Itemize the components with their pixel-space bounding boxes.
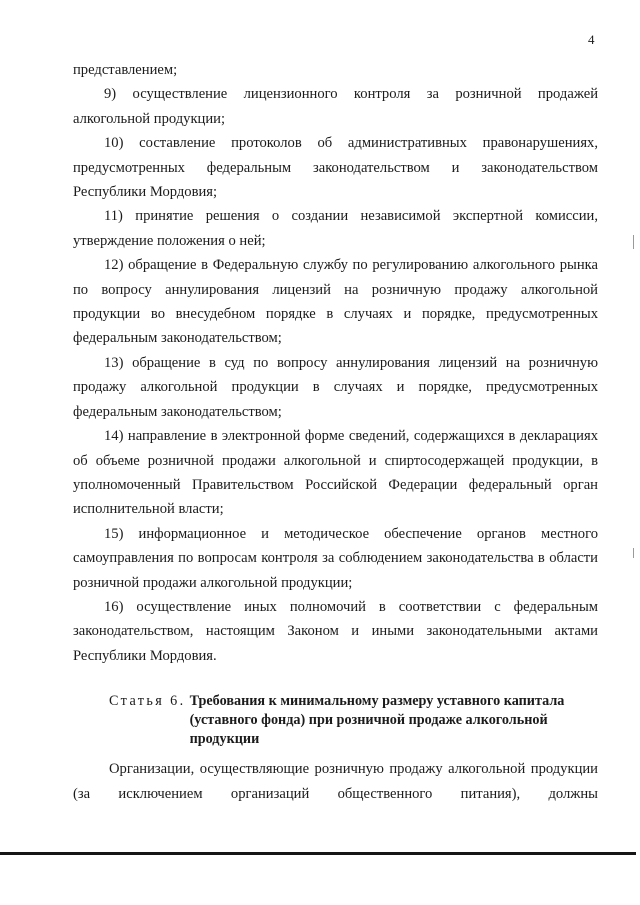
article-label: Статья 6. [109, 693, 186, 709]
paragraph: 9) осуществление лицензионного контроля за розничной продажей алкогольной продукции; [73, 86, 598, 127]
scan-margin-mark [633, 235, 634, 249]
paragraph: Организации, осуществляющие розничную продажу алкогольной продукции (за исключением организаций общественного питания), должны [73, 761, 598, 802]
paragraph: 13) обращение в суд по вопросу аннулирования лицензий на розничную продажу алкогольной продукции в случаях и порядке, предусмотренных федеральным законодательством; [73, 354, 598, 420]
article-heading [109, 692, 569, 749]
article-title: Требования к минимальному размеру уставного капитала (уставного фонда) при розничной продаже алкогольной продукции [189, 693, 565, 747]
document-body [73, 58, 598, 668]
article-body [73, 757, 598, 807]
paragraph: 14) направление в электронной форме сведений, содержащихся в декларациях об объеме розничной продажи алкогольной и спиртосодержащей продукции, в уполномоченный Правительством Российской Федерации федеральный орган исполнительной власти; [73, 428, 598, 518]
paragraph: 12) обращение в Федеральную службу по регулированию алкогольного рынка по вопросу аннулирования лицензий на розничную продажу алкогольной продукции во внесудебном порядке в случаях и порядке, предусмотренных федеральным законодательством; [73, 257, 598, 347]
paragraph: 10) составление протоколов об административных правонарушениях, предусмотренных федеральным законодательством и законодательством Республики Мордовия; [73, 135, 598, 201]
paragraph: 16) осуществление иных полномочий в соответствии с федеральным законодательством, настоящим Законом и иными законодательными актами Республики Мордовия. [73, 598, 598, 664]
scan-margin-mark [633, 548, 634, 558]
page-bottom-border [0, 852, 636, 855]
paragraph: представлением; [73, 62, 178, 78]
page-number: 4 [588, 32, 595, 47]
paragraph: 15) информационное и методическое обеспечение органов местного самоуправления по вопросам контроля за соблюдением законодательства в области розничной продажи алкогольной продукции; [73, 525, 598, 591]
paragraph: 11) принятие решения о создании независимой экспертной комиссии, утверждение положения о ней; [73, 208, 598, 249]
